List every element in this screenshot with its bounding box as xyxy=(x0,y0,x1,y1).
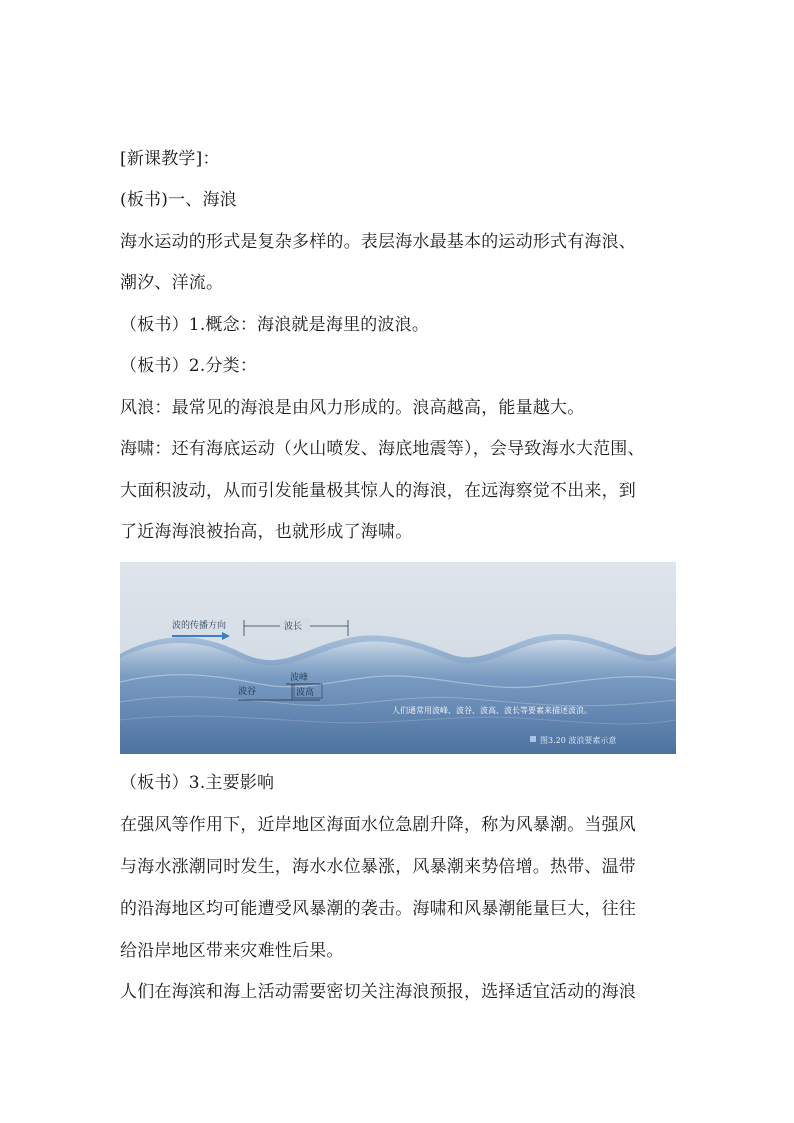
wave-crest-highlight xyxy=(120,640,676,680)
paragraph-line: 大面积波动，从而引发能量极其惊人的海浪，在远海察觉不出来，到 xyxy=(120,481,636,501)
board-item-classification: （板书）2.分类： xyxy=(120,356,258,376)
caption-marker-icon xyxy=(530,736,536,742)
paragraph-line: 了近海海浪被抬高，也就形成了海啸。 xyxy=(120,522,413,542)
crest-label: 波峰 xyxy=(290,673,309,683)
paragraph-line: 给沿岸地区带来灾难性后果。 xyxy=(120,941,344,961)
figure-note: 人们通常用波峰、波谷、波高、波长等要素来描述波浪。 xyxy=(392,706,592,715)
trough-label: 波谷 xyxy=(238,687,257,697)
paragraph-line: 与海水涨潮同时发生，海水水位暴涨，风暴潮来势倍增。热带、温带 xyxy=(120,857,636,877)
board-heading-waves: (板书)一、海浪 xyxy=(120,190,237,210)
paragraph-line: 的沿海地区均可能遭受风暴潮的袭击。海啸和风暴潮能量巨大，往往 xyxy=(120,899,636,919)
paragraph-line-storm-surge: 在强风等作用下，近岸地区海面水位急剧升降，称为风暴潮。当强风 xyxy=(120,815,636,835)
wave-diagram xyxy=(120,562,676,754)
wavelength-label: 波长 xyxy=(284,622,303,632)
board-item-concept: （板书）1.概念：海浪就是海里的波浪。 xyxy=(120,315,430,335)
paragraph-line: 海水运动的形式是复杂多样的。表层海水最基本的运动形式有海浪、 xyxy=(120,232,636,252)
height-label: 波高 xyxy=(296,688,315,698)
wave-elements-figure xyxy=(120,562,676,754)
board-item-impact: （板书）3.主要影响 xyxy=(120,773,275,793)
paragraph-line-tsunami: 海啸：还有海底运动（火山喷发、海底地震等），会导致海水大范围、 xyxy=(120,439,645,459)
section-heading-new-lesson: [新课教学]： xyxy=(120,149,220,169)
paragraph-line-wind-waves: 风浪：最常见的海浪是由风力形成的。浪高越高，能量越大。 xyxy=(120,398,585,418)
figure-caption: 图3.20 波浪要素示意 xyxy=(540,736,617,745)
direction-label: 波的传播方向 xyxy=(172,621,227,631)
paragraph-line: 潮汐、洋流。 xyxy=(120,273,224,293)
paragraph-line: 人们在海滨和海上活动需要密切关注海浪预报，选择适宜活动的海浪 xyxy=(120,982,636,1002)
